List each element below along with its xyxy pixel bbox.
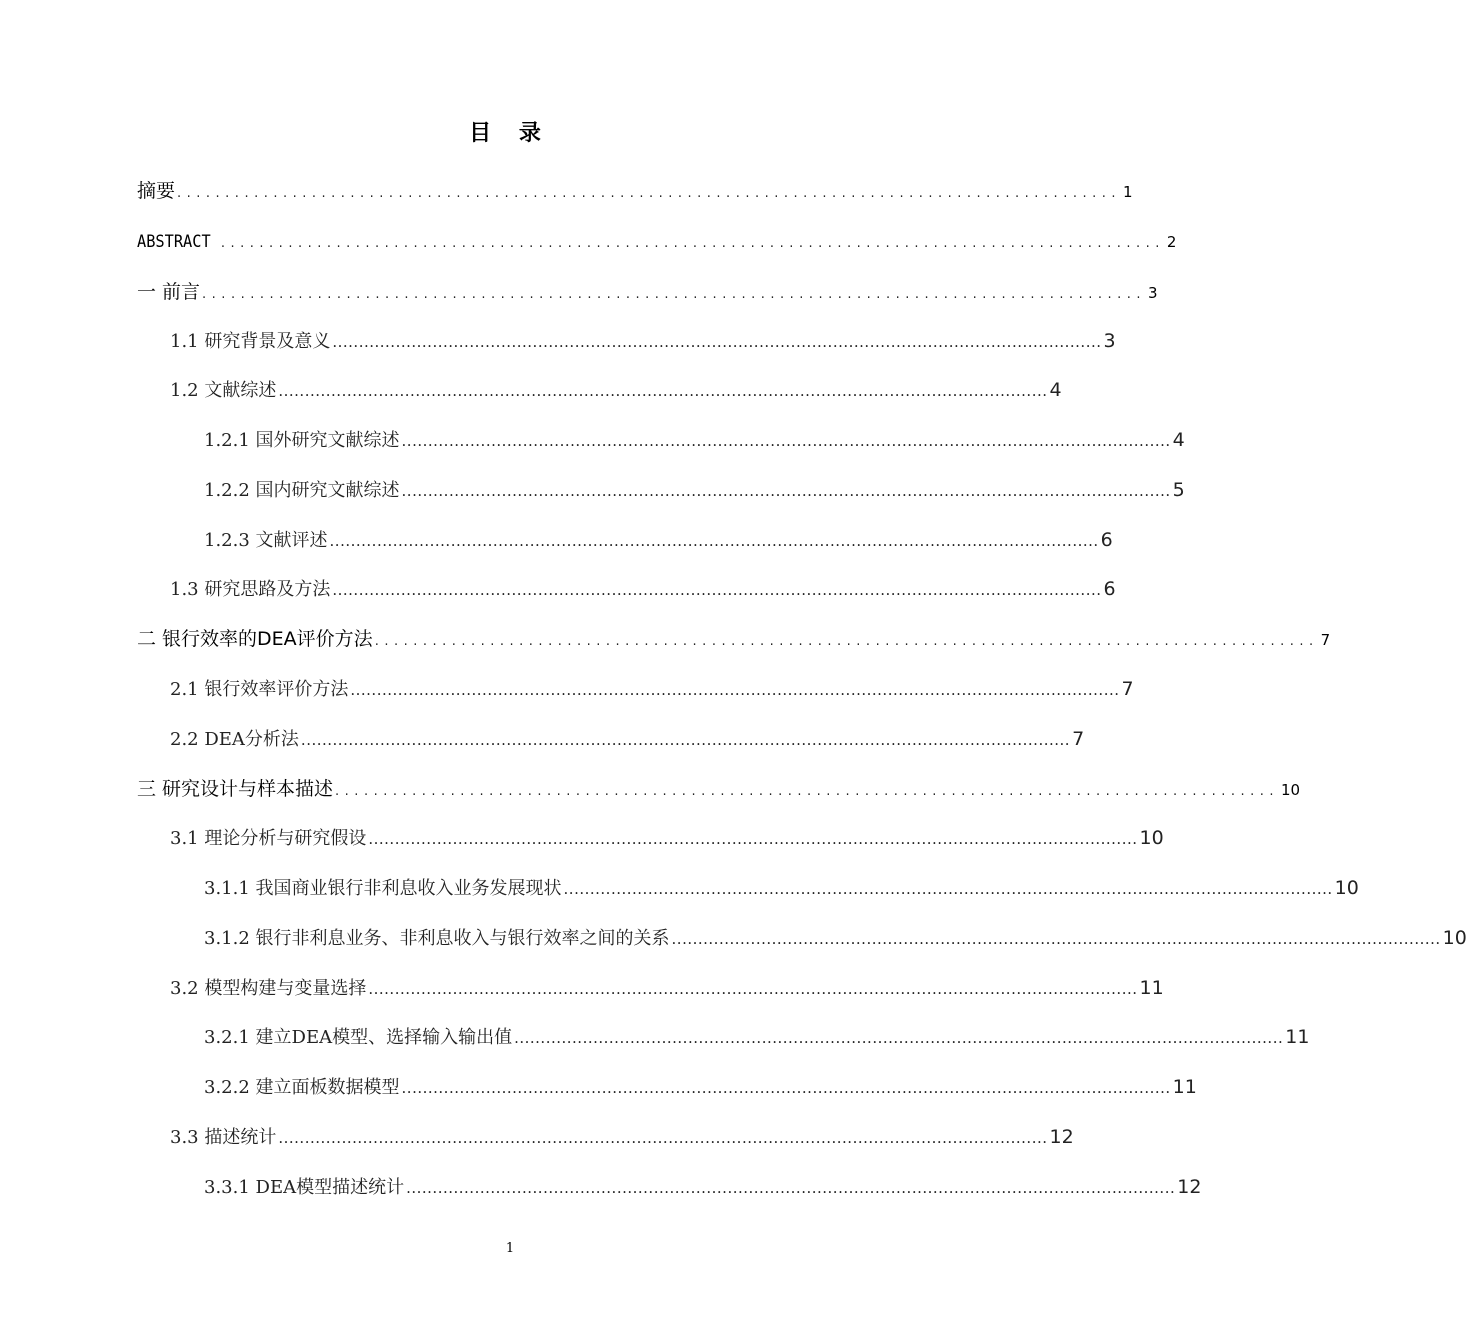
dot-leader: .................................................................................................. bbox=[374, 634, 1319, 649]
toc-entry-label: 1.2.3 文献评述 bbox=[204, 530, 328, 551]
toc-entry-label: 二 银行效率的DEA评价方法 bbox=[137, 628, 373, 650]
toc-entry-page: 12 bbox=[1177, 1176, 1202, 1198]
toc-entry-page: 4 bbox=[1172, 429, 1185, 451]
toc-entry-page: 11 bbox=[1172, 1076, 1197, 1098]
dot-leader: .................................................................................................. bbox=[335, 784, 1280, 799]
dot-leader: .................................................................................................. bbox=[177, 186, 1121, 201]
toc-entry-page: 10 bbox=[1442, 927, 1467, 949]
toc-entry-page: 3 bbox=[1103, 330, 1116, 352]
toc-entry[interactable] bbox=[204, 1024, 1310, 1050]
dot-leader: .................................................................................................................................................. bbox=[278, 382, 1048, 400]
toc-entry-page: 6 bbox=[1103, 578, 1116, 600]
toc-entry-label: 2.2 DEA分析法 bbox=[170, 729, 299, 750]
dot-leader: .................................................................................................................................................. bbox=[329, 532, 1099, 550]
toc-title: 目 录 bbox=[469, 121, 551, 146]
toc-entry[interactable] bbox=[137, 626, 1331, 652]
toc-entry-label: 3.2.1 建立DEA模型、选择输入输出值 bbox=[204, 1027, 513, 1048]
toc-entry-label: 1.1 研究背景及意义 bbox=[170, 331, 331, 352]
toc-entry-page: 4 bbox=[1049, 379, 1062, 401]
toc-entry-label: 1.2.2 国内研究文献综述 bbox=[204, 480, 400, 501]
toc-entry-page: 1 bbox=[1122, 183, 1133, 201]
dot-leader: .................................................................................................................................................. bbox=[300, 731, 1071, 749]
toc-entry[interactable] bbox=[170, 576, 1116, 602]
toc-entry-label: ABSTRACT bbox=[137, 232, 211, 252]
toc-entry[interactable] bbox=[170, 975, 1164, 1001]
toc-entry-label: 1.3 研究思路及方法 bbox=[170, 579, 331, 600]
toc-entry-label: 3.2.2 建立面板数据模型 bbox=[204, 1077, 400, 1098]
toc-entry-label: 3.3.1 DEA模型描述统计 bbox=[204, 1177, 405, 1198]
dot-leader: .................................................................................................................................................. bbox=[401, 482, 1171, 500]
toc-entry-page: 10 bbox=[1139, 827, 1164, 849]
toc-entry[interactable] bbox=[137, 279, 1158, 305]
toc-entry[interactable] bbox=[204, 477, 1185, 503]
toc-entry[interactable] bbox=[170, 377, 1062, 403]
toc-entry-page: 7 bbox=[1072, 728, 1085, 750]
toc-entry-page: 10 bbox=[1334, 877, 1359, 899]
toc-entry-label: 3.2 模型构建与变量选择 bbox=[170, 978, 367, 999]
toc-entry-label: 1.2 文献综述 bbox=[170, 380, 277, 401]
toc-entry-label: 3.1.1 我国商业银行非利息收入业务发展现状 bbox=[204, 878, 562, 899]
dot-leader: .................................................................................................................................................. bbox=[514, 1029, 1284, 1047]
dot-leader: .................................................................................................................................................. bbox=[332, 581, 1102, 599]
toc-entry-page: 6 bbox=[1100, 529, 1113, 551]
dot-leader: .................................................................................................................................................. bbox=[406, 1179, 1176, 1197]
toc-entry-page: 5 bbox=[1172, 479, 1185, 501]
toc-entry-page: 11 bbox=[1285, 1026, 1310, 1048]
dot-leader: .................................................................................................................................................. bbox=[563, 880, 1333, 898]
toc-entry[interactable] bbox=[170, 676, 1134, 702]
toc-entry[interactable] bbox=[170, 825, 1164, 851]
toc-entry[interactable] bbox=[204, 925, 1467, 951]
toc-entry-label: 摘要 bbox=[137, 180, 176, 202]
toc-entry-label: 2.1 银行效率评价方法 bbox=[170, 679, 349, 700]
toc-entry[interactable] bbox=[137, 776, 1301, 802]
dot-leader: .................................................................................................................................................. bbox=[368, 980, 1138, 998]
dot-leader: .................................................................................................................................................. bbox=[278, 1129, 1048, 1147]
dot-leader: .................................................................................................................................................. bbox=[368, 830, 1138, 848]
dot-leader: .................................................................................................................................................. bbox=[332, 333, 1102, 351]
dot-leader: .................................................................................................. bbox=[202, 287, 1147, 302]
toc-entry-page: 12 bbox=[1049, 1126, 1074, 1148]
toc-entry-page: 10 bbox=[1281, 781, 1301, 799]
toc-entry-page: 7 bbox=[1121, 678, 1134, 700]
toc-entry[interactable] bbox=[137, 229, 1177, 255]
toc-entry-label: 3.3 描述统计 bbox=[170, 1127, 277, 1148]
toc-entry[interactable] bbox=[204, 527, 1113, 553]
toc-entry-page: 3 bbox=[1148, 284, 1158, 302]
dot-leader: .................................................................................................. bbox=[220, 236, 1165, 251]
toc-entry-page: 11 bbox=[1139, 977, 1164, 999]
toc-entry[interactable] bbox=[204, 1074, 1197, 1100]
toc-entry[interactable] bbox=[204, 1174, 1202, 1200]
toc-entry-label: 3.1.2 银行非利息业务、非利息收入与银行效率之间的关系 bbox=[204, 928, 670, 949]
toc-entry[interactable] bbox=[137, 178, 1133, 204]
toc-entry-label: 一 前言 bbox=[137, 281, 201, 303]
toc-entry[interactable] bbox=[204, 427, 1185, 453]
toc-entry-page: 2 bbox=[1166, 233, 1177, 251]
toc-entry[interactable] bbox=[204, 875, 1359, 901]
dot-leader: .................................................................................................................................................. bbox=[401, 1079, 1171, 1097]
toc-entry[interactable] bbox=[170, 1124, 1074, 1150]
toc-entry[interactable] bbox=[170, 726, 1085, 752]
toc-entry-page: 7 bbox=[1320, 631, 1331, 649]
page-number: 1 bbox=[505, 1241, 515, 1256]
dot-leader: .................................................................................................................................................. bbox=[350, 681, 1120, 699]
toc-entry-label: 三 研究设计与样本描述 bbox=[137, 778, 334, 800]
toc-entry-label: 1.2.1 国外研究文献综述 bbox=[204, 430, 400, 451]
toc-entry[interactable] bbox=[170, 328, 1116, 354]
dot-leader: .................................................................................................................................................. bbox=[671, 930, 1441, 948]
toc-entry-label: 3.1 理论分析与研究假设 bbox=[170, 828, 367, 849]
dot-leader: .................................................................................................................................................. bbox=[401, 432, 1171, 450]
